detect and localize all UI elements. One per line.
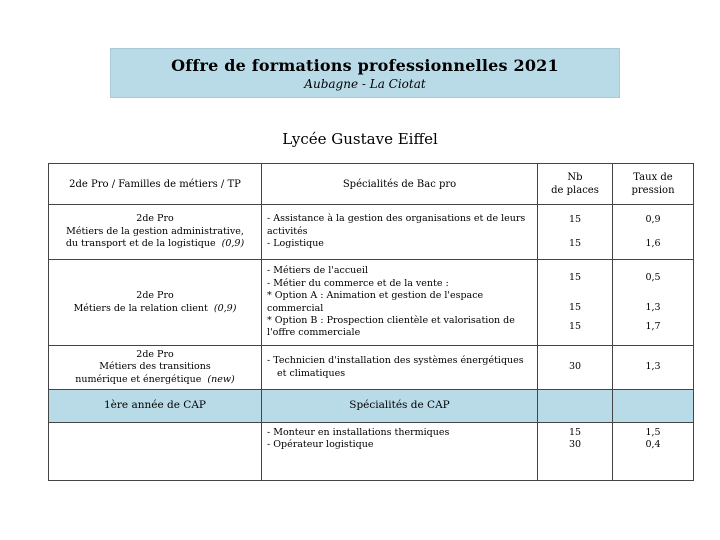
header-places-line2: de places [551,185,599,196]
family-name-cont [54,374,256,386]
banner-title: Offre de formations professionnelles 2021 [171,56,559,75]
family-label: 2de Pro [136,290,174,302]
table-row [49,423,694,481]
cap-year-label: 1ère année de CAP [49,390,262,423]
places-value: 15 [568,238,582,249]
specialty-item: - Logistique [267,238,324,250]
rate-value: 1,7 [645,320,661,332]
specialty-item: et climatiques [277,367,346,379]
rate-cell [613,423,694,481]
specialty-item: * Option B : Prospection clientèle et valorisation de l'offre commerciale [267,314,515,339]
rate-cell [613,260,694,346]
rate-value: 0,9 [645,213,661,225]
family-cell [49,260,262,346]
rate-value: 1,3 [645,302,661,314]
rate-value: 0,5 [645,271,661,283]
school-name: Lycée Gustave Eiffel [282,130,438,148]
family-cell [49,346,262,390]
cap-places-header [538,390,613,423]
specialty-item: - Métier du commerce et de la vente : [267,277,449,289]
places-value: 15 [568,213,582,225]
places-value: 30 [568,439,582,451]
banner-subtitle: Aubagne - La Ciotat [304,77,426,91]
places-value: 15 [568,271,582,283]
header-pressure-line2: pression [631,185,675,196]
family-label: 2de Pro [136,213,174,225]
cap-pressure-header [613,390,694,423]
family-rate: (new) [207,373,235,385]
header-places [538,164,613,205]
specialty-item: * Option A : Animation et gestion de l'espace commercial [267,290,484,314]
header-families: 2de Pro / Familles de métiers / TP [49,164,262,205]
specialties-cell [262,205,538,260]
places-value: 30 [568,361,582,373]
places-value: 15 [568,320,582,332]
header-places-line1: Nb [567,172,583,183]
specialties-cell [262,346,538,390]
places-cell [538,346,613,390]
specialty-item: - Assistance à la gestion des organisations et de leurs activités [267,213,526,237]
family-cell [49,205,262,260]
header-banner [110,48,620,98]
family-rate: (0,9) [213,302,237,314]
cap-family-cell [49,423,262,481]
specialty-item: - Technicien d'installation des systèmes énergétiques [267,355,524,367]
table-row [49,346,694,390]
family-name-text: Métiers de la relation client [73,302,208,314]
specialty-item: - Opérateur logistique [267,439,374,451]
rate-cell [613,346,694,390]
family-label: 2de Pro [136,348,174,360]
specialty-item: - Monteur en installations thermiques [267,427,450,438]
header-pressure [613,164,694,205]
rate-value: 1,5 [645,427,661,438]
specialties-cell [262,423,538,481]
cap-specialties-header: Spécialités de CAP [262,390,538,423]
family-name-text: du transport et de la logistique [65,238,216,250]
table-header-row [49,164,694,205]
cap-header-row [49,390,694,423]
family-name-cont [54,303,256,315]
specialty-item: - Métiers de l'accueil [267,265,368,277]
formations-table [48,163,694,481]
rate-value: 0,4 [645,439,661,451]
header-pressure-line1: Taux de [633,172,673,183]
header-specialties: Spécialités de Bac pro [262,164,538,205]
family-rate: (0,9) [221,238,245,250]
family-name-text: numérique et énergétique [75,373,202,385]
table-row [49,205,694,260]
family-name: Métiers des transitions [99,361,211,373]
places-cell [538,260,613,346]
rate-value: 1,3 [645,361,661,373]
table-row [49,260,694,346]
rate-cell [613,205,694,260]
rate-value: 1,6 [645,238,661,249]
family-name: Métiers de la gestion administrative, [66,225,244,237]
places-value: 15 [568,427,582,438]
family-name-cont [54,238,256,250]
places-value: 15 [568,302,582,314]
specialties-cell [262,260,538,346]
places-cell [538,423,613,481]
places-cell [538,205,613,260]
